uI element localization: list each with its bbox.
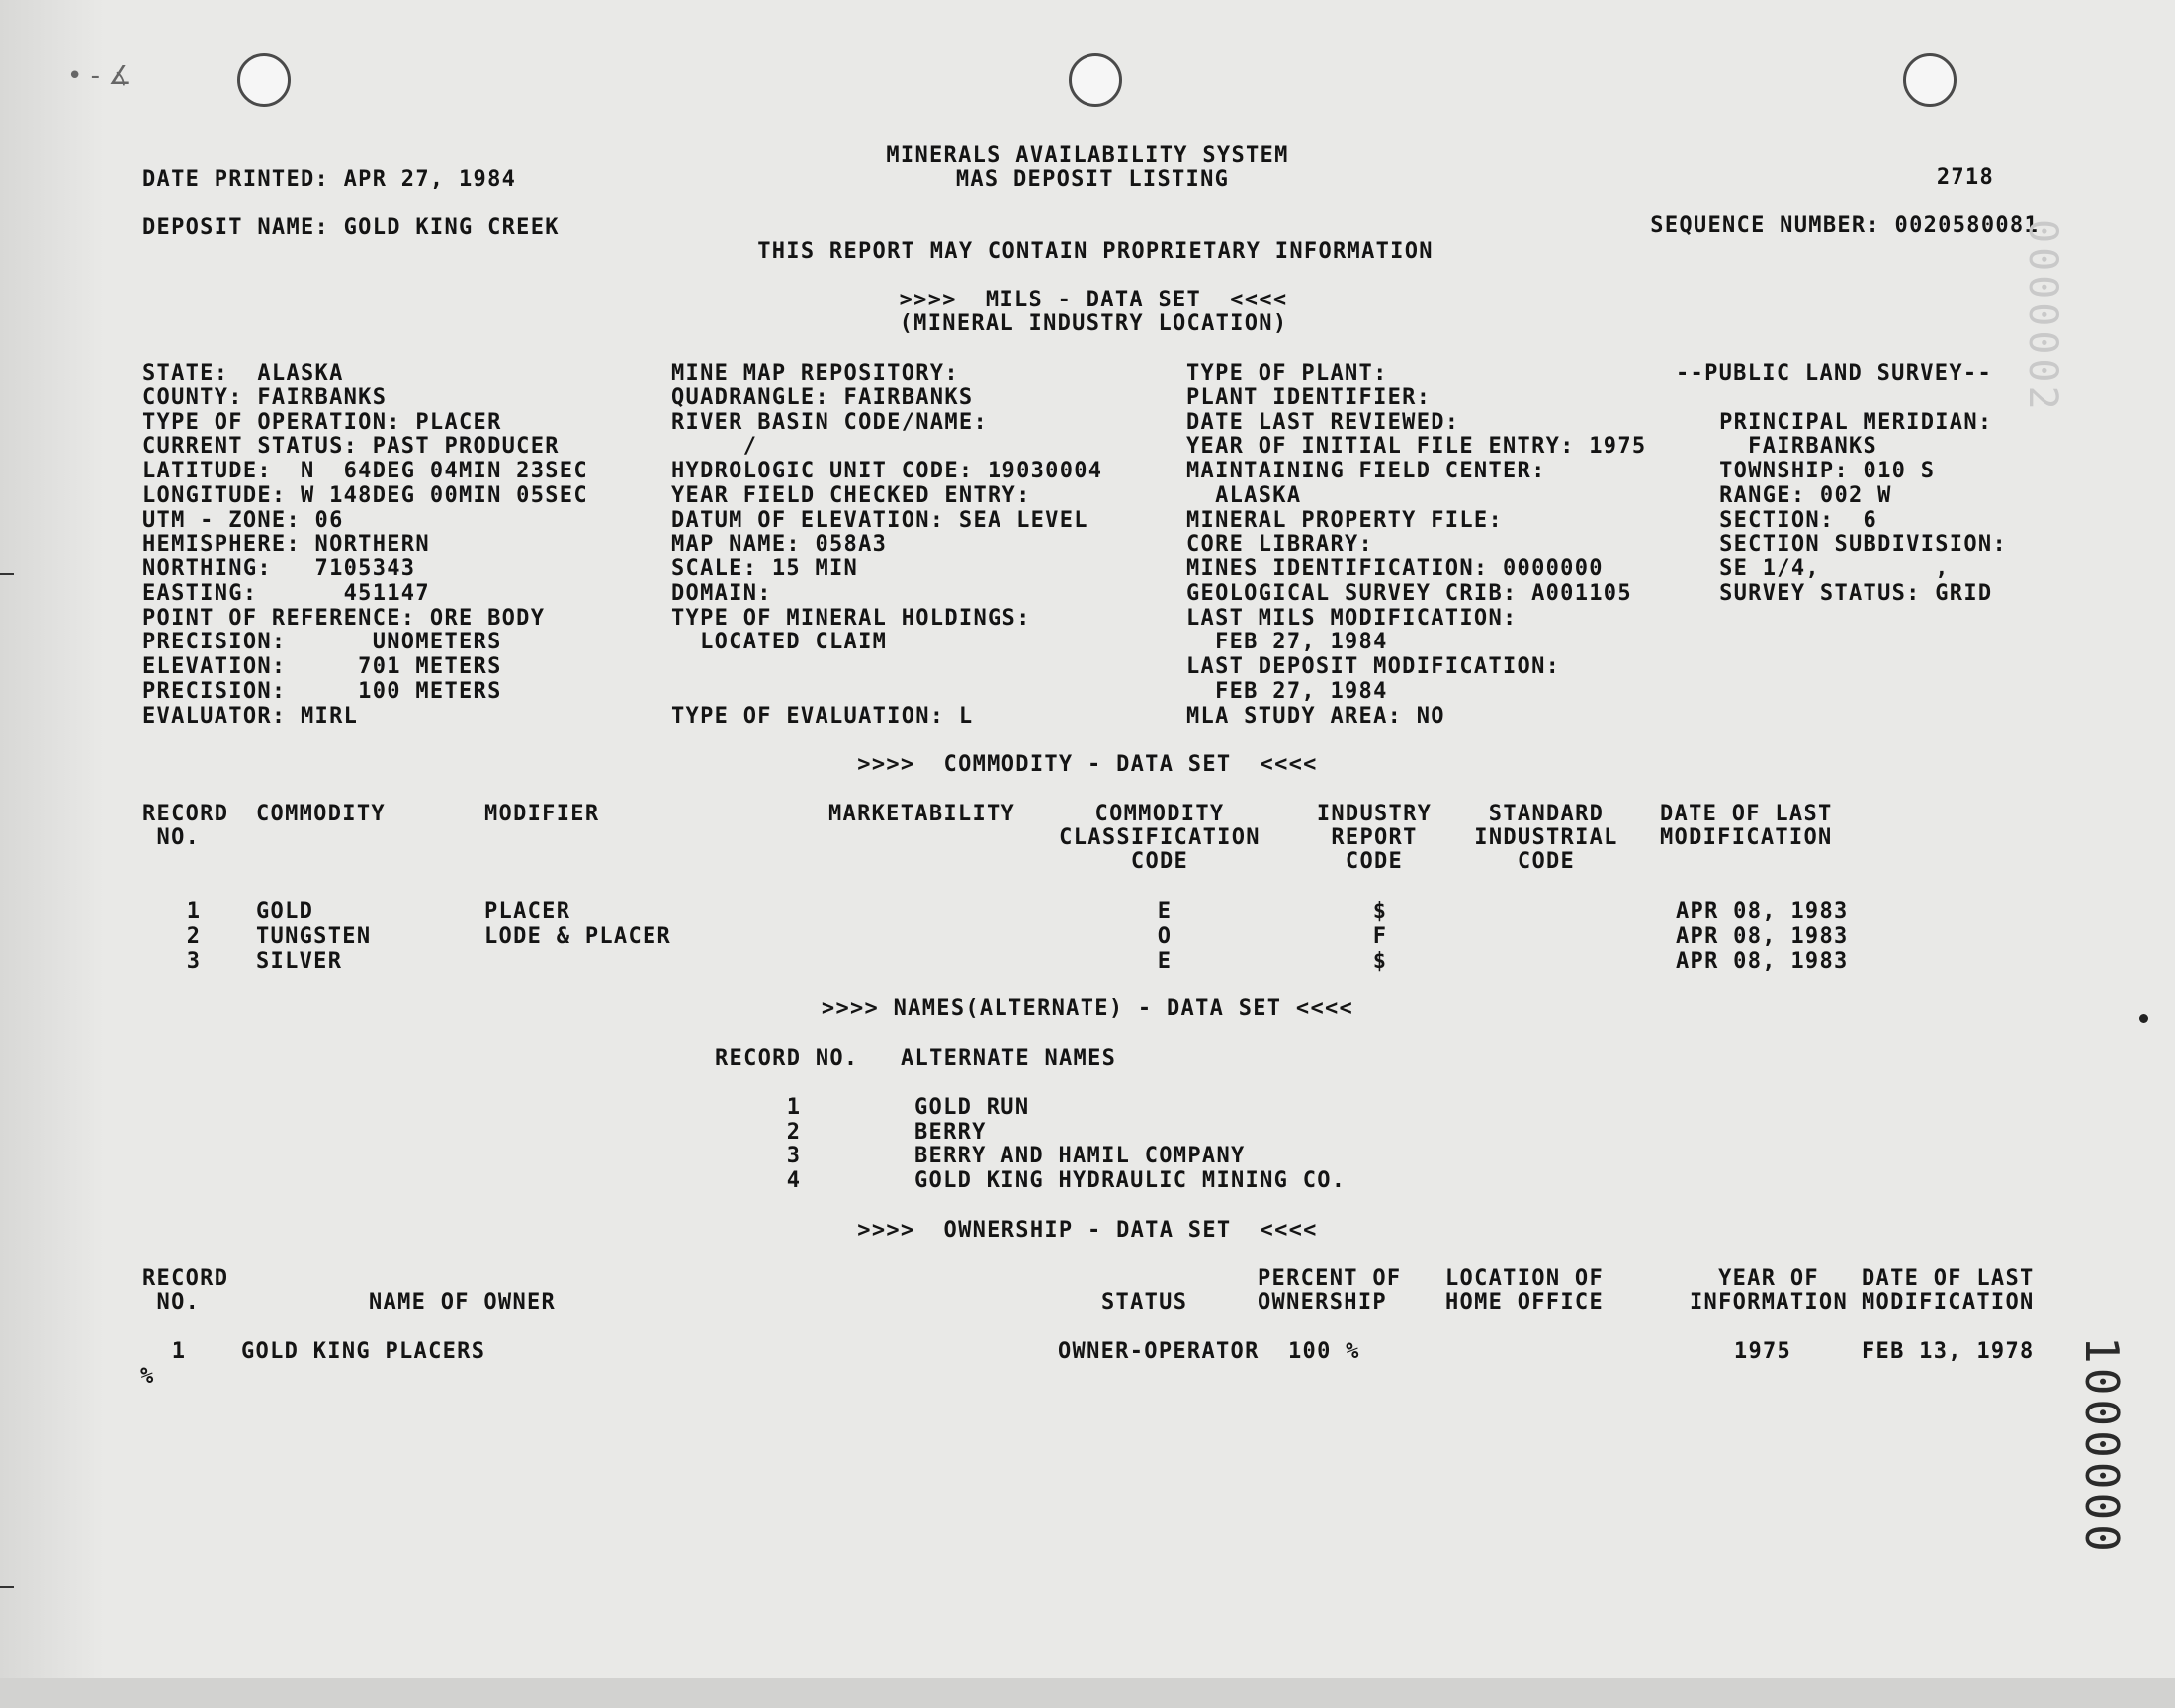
mils-field: TYPE OF EVALUATION: L xyxy=(671,704,974,728)
row-date: APR 08, 1983 xyxy=(1676,949,1849,974)
proprietary-notice: THIS REPORT MAY CONTAIN PROPRIETARY INFORMATION xyxy=(757,239,1434,264)
mils-field: STATE: ALASKA xyxy=(142,361,344,385)
mils-field: LAST MILS MODIFICATION: xyxy=(1186,606,1518,631)
mils-field: UTM - ZONE: 06 xyxy=(142,508,344,533)
ownership-heading: >>>> OWNERSHIP - DATA SET <<<< xyxy=(857,1218,1318,1242)
mils-field: TYPE OF OPERATION: PLACER xyxy=(142,410,502,435)
col-header-percent: PERCENT OF OWNERSHIP xyxy=(1258,1266,1402,1315)
mils-field: GEOLOGICAL SURVEY CRIB: A001105 xyxy=(1186,581,1632,606)
mils-field: MAINTAINING FIELD CENTER: xyxy=(1186,459,1546,483)
mils-field: YEAR OF INITIAL FILE ENTRY: 1975 xyxy=(1186,434,1647,459)
mils-field: EVALUATOR: MIRL xyxy=(142,704,359,728)
row-industry-code: $ xyxy=(1372,899,1388,924)
mils-field: LOCATED CLAIM xyxy=(671,630,888,654)
listing-title: MAS DEPOSIT LISTING xyxy=(955,167,1230,192)
row-commodity: TUNGSTEN xyxy=(256,924,372,949)
row-class-code: E xyxy=(1157,949,1173,974)
col-header-industry: INDUSTRY REPORT CODE xyxy=(1316,802,1433,874)
page-number: 2718 xyxy=(1936,165,1994,190)
edge-mark xyxy=(0,573,14,575)
col-header-sic: STANDARD INDUSTRIAL CODE xyxy=(1474,802,1618,874)
names-heading: >>>> NAMES(ALTERNATE) - DATA SET <<<< xyxy=(821,996,1354,1021)
mils-field: ELEVATION: 701 METERS xyxy=(142,654,502,679)
mils-field: POINT OF REFERENCE: ORE BODY xyxy=(142,606,546,631)
row-year: 1975 xyxy=(1733,1339,1792,1364)
row-industry-code: F xyxy=(1372,924,1388,949)
col-header-record: RECORD NO. xyxy=(142,802,229,850)
col-header-classification: COMMODITY CLASSIFICATION CODE xyxy=(1059,802,1261,874)
col-header-date: DATE OF LAST MODIFICATION xyxy=(1660,802,1833,850)
survey-field: FAIRBANKS xyxy=(1691,434,1878,459)
col-header-record: RECORD NO. xyxy=(142,1266,229,1315)
col-header-alternate-names: ALTERNATE NAMES xyxy=(901,1046,1117,1070)
col-header-date: DATE OF LAST MODIFICATION xyxy=(1862,1266,2035,1315)
survey-heading: --PUBLIC LAND SURVEY-- xyxy=(1676,361,1992,385)
mils-field: PLANT IDENTIFIER: xyxy=(1186,385,1432,410)
page-shadow xyxy=(0,0,104,1708)
row-date: APR 08, 1983 xyxy=(1676,924,1849,949)
survey-field: SURVEY STATUS: GRID xyxy=(1691,581,1993,606)
deposit-name: DEPOSIT NAME: GOLD KING CREEK xyxy=(142,215,560,240)
commodity-heading: >>>> COMMODITY - DATA SET <<<< xyxy=(857,752,1318,777)
row-commodity: GOLD xyxy=(256,899,314,924)
mils-field: ALASKA xyxy=(1186,483,1302,508)
mils-field: / xyxy=(671,434,758,459)
list-item-name: GOLD KING HYDRAULIC MINING CO. xyxy=(914,1168,1347,1193)
mils-field: MINERAL PROPERTY FILE: xyxy=(1186,508,1503,533)
row-status: OWNER-OPERATOR xyxy=(1058,1339,1260,1364)
mils-field: NORTHING: 7105343 xyxy=(142,556,416,581)
mils-field: PRECISION: 100 METERS xyxy=(142,679,502,704)
mils-field: CORE LIBRARY: xyxy=(1186,532,1374,556)
row-date: APR 08, 1983 xyxy=(1676,899,1849,924)
row-class-code: O xyxy=(1157,924,1173,949)
mils-field: FEB 27, 1984 xyxy=(1186,679,1388,704)
mils-field: FEB 27, 1984 xyxy=(1186,630,1388,654)
mils-field: QUADRANGLE: FAIRBANKS xyxy=(671,385,974,410)
survey-field: SE 1/4, , xyxy=(1691,556,1950,581)
survey-field: SECTION SUBDIVISION: xyxy=(1691,532,2007,556)
row-commodity: SILVER xyxy=(256,949,343,974)
mils-field: RIVER BASIN CODE/NAME: xyxy=(671,410,988,435)
mils-field: PRECISION: UNOMETERS xyxy=(142,630,502,654)
mils-field: COUNTY: FAIRBANKS xyxy=(142,385,388,410)
col-header-marketability: MARKETABILITY xyxy=(828,802,1016,826)
punch-hole xyxy=(1903,53,1957,107)
mils-field: MAP NAME: 058A3 xyxy=(671,532,888,556)
survey-field: PRINCIPAL MERIDIAN: xyxy=(1691,410,1993,435)
row-date: FEB 13, 1978 xyxy=(1862,1339,2035,1364)
mils-field: CURRENT STATUS: PAST PRODUCER xyxy=(142,434,560,459)
row-industry-code: $ xyxy=(1372,949,1388,974)
list-item-name: GOLD RUN xyxy=(914,1095,1030,1120)
col-header-owner: NAME OF OWNER xyxy=(369,1290,557,1315)
end-of-record-mark: % xyxy=(140,1364,155,1389)
row-percent: 100 % xyxy=(1288,1339,1360,1364)
mils-field: MINE MAP REPOSITORY: xyxy=(671,361,959,385)
list-item-name: BERRY AND HAMIL COMPANY xyxy=(914,1144,1246,1168)
col-header-commodity: COMMODITY xyxy=(256,802,386,826)
list-item-no: 4 xyxy=(786,1168,802,1193)
row-modifier: LODE & PLACER xyxy=(484,924,672,949)
col-header-location: LOCATION OF HOME OFFICE xyxy=(1445,1266,1604,1315)
list-item-name: BERRY xyxy=(914,1120,987,1145)
survey-field: TOWNSHIP: 010 S xyxy=(1691,459,1936,483)
scan-edge xyxy=(0,1678,2175,1708)
list-item-no: 3 xyxy=(786,1144,802,1168)
mils-field: TYPE OF PLANT: xyxy=(1186,361,1388,385)
mils-field: LONGITUDE: W 148DEG 00MIN 05SEC xyxy=(142,483,588,508)
mils-field: TYPE OF MINERAL HOLDINGS: xyxy=(671,606,1031,631)
punch-hole xyxy=(1069,53,1122,107)
row-record-no: 1 xyxy=(171,1339,187,1364)
dot-mark xyxy=(2139,1014,2148,1023)
row-record-no: 2 xyxy=(186,924,202,949)
col-header-record: RECORD NO. xyxy=(715,1046,859,1070)
col-header-modifier: MODIFIER xyxy=(484,802,600,826)
mils-field: YEAR FIELD CHECKED ENTRY: xyxy=(671,483,1031,508)
col-header-status: STATUS xyxy=(1101,1290,1188,1315)
mils-field: DOMAIN: xyxy=(671,581,772,606)
row-record-no: 1 xyxy=(186,899,202,924)
mils-heading: >>>> MILS - DATA SET <<<< xyxy=(899,288,1288,312)
sequence-number: SEQUENCE NUMBER: 0020580081 xyxy=(1650,214,2039,238)
mils-field: EASTING: 451147 xyxy=(142,581,430,606)
system-title: MINERALS AVAILABILITY SYSTEM xyxy=(886,143,1289,168)
date-printed: DATE PRINTED: APR 27, 1984 xyxy=(142,167,517,192)
mils-field: LAST DEPOSIT MODIFICATION: xyxy=(1186,654,1561,679)
mils-field: SCALE: 15 MIN xyxy=(671,556,859,581)
punch-hole xyxy=(237,53,291,107)
mils-subheading: (MINERAL INDUSTRY LOCATION) xyxy=(899,311,1288,336)
row-class-code: E xyxy=(1157,899,1173,924)
mils-field: HYDROLOGIC UNIT CODE: 19030004 xyxy=(671,459,1103,483)
row-modifier: PLACER xyxy=(484,899,571,924)
mils-field: LATITUDE: N 64DEG 04MIN 23SEC xyxy=(142,459,588,483)
edge-mark xyxy=(0,1586,14,1588)
mils-field: DATE LAST REVIEWED: xyxy=(1186,410,1460,435)
list-item-no: 1 xyxy=(786,1095,802,1120)
survey-field: SECTION: 6 xyxy=(1691,508,1878,533)
frame-stamp-number: 1000000 xyxy=(2075,1336,2129,1556)
survey-field: RANGE: 002 W xyxy=(1691,483,1892,508)
row-record-no: 3 xyxy=(186,949,202,974)
col-header-year: YEAR OF INFORMATION xyxy=(1690,1266,1848,1315)
list-item-no: 2 xyxy=(786,1120,802,1145)
row-owner: GOLD KING PLACERS xyxy=(241,1339,486,1364)
mils-field: MLA STUDY AREA: NO xyxy=(1186,704,1445,728)
faint-stamp-number: 0000002 xyxy=(2020,219,2065,414)
pencil-mark: • - ∡ xyxy=(67,61,131,91)
mils-field: HEMISPHERE: NORTHERN xyxy=(142,532,430,556)
mils-field: DATUM OF ELEVATION: SEA LEVEL xyxy=(671,508,1088,533)
mils-field: MINES IDENTIFICATION: 0000000 xyxy=(1186,556,1604,581)
